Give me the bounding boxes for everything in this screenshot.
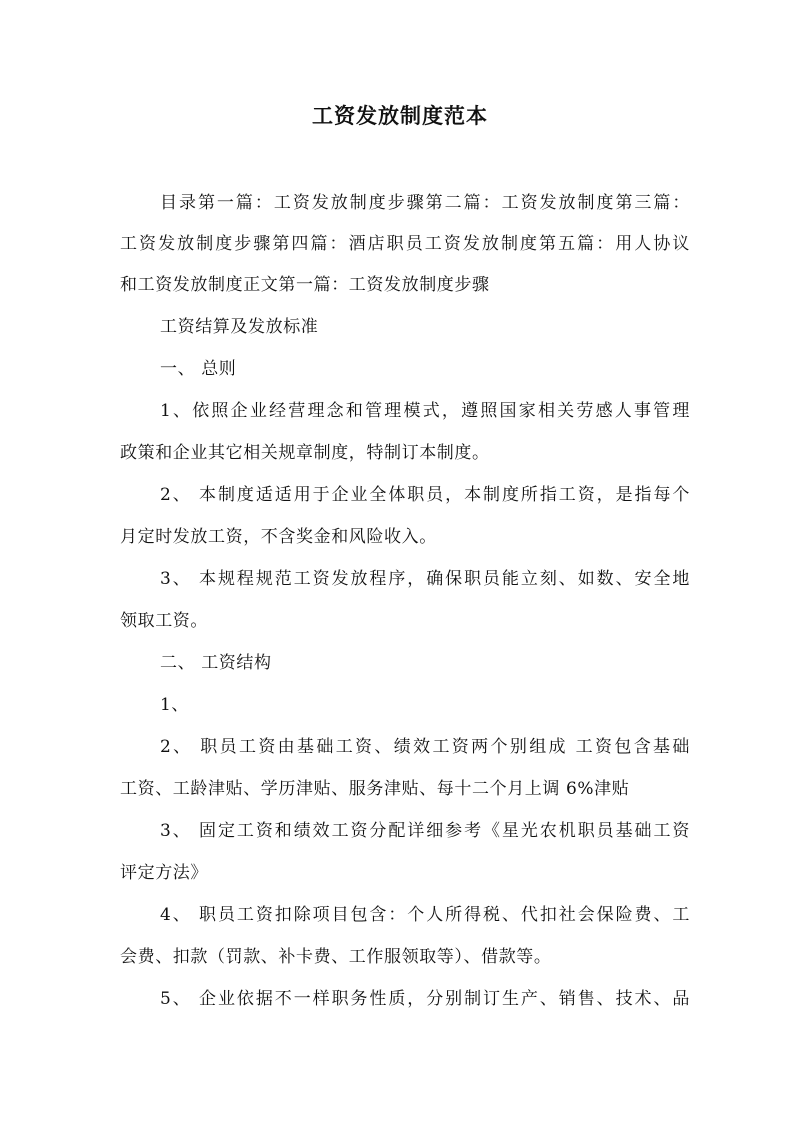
- paragraph-2-line-2: 月定时发放工资，不含奖金和风险收入。: [120, 527, 437, 547]
- paragraph-3-line-1: 3、 本规程规范工资发放程序，确保职员能立刻、如数、安全地: [160, 569, 690, 589]
- structure-item-3-line-2: 评定方法》: [120, 863, 208, 883]
- toc-line-1: 目录第一篇：工资发放制度步骤第二篇：工资发放制度第三篇：: [160, 193, 690, 213]
- structure-item-2-line-1: 2、 职员工资由基础工资、绩效工资两个别组成 工资包含基础: [160, 737, 690, 757]
- structure-item-4-line-1: 4、 职员工资扣除项目包含：个人所得税、代扣社会保险费、工: [160, 905, 690, 925]
- section-heading-general: 一、 总则: [160, 359, 237, 379]
- paragraph-3-line-2: 领取工资。: [120, 611, 208, 631]
- document-title: 工资发放制度范本: [312, 103, 488, 128]
- toc-line-2: 工资发放制度步骤第四篇：酒店职员工资发放制度第五篇：用人协议: [120, 234, 690, 254]
- structure-item-4-line-2: 会费、扣款（罚款、补卡费、工作服领取等）、借款等。: [120, 947, 552, 967]
- paragraph-2-line-1: 2、 本制度适适用于企业全体职员，本制度所指工资，是指每个: [160, 485, 690, 505]
- structure-item-1: 1、: [160, 695, 190, 715]
- paragraph-1-line-2: 政策和企业其它相关规章制度，特制订本制度。: [120, 443, 490, 463]
- structure-item-2-line-2: 工资、工龄津贴、学历津贴、服务津贴、每十二个月上调 6%津贴: [120, 779, 630, 799]
- structure-item-5-line-1: 5、 企业依据不一样职务性质，分别制订生产、销售、技术、品: [160, 989, 690, 1009]
- structure-item-3-line-1: 3、 固定工资和绩效工资分配详细参考《星光农机职员基础工资: [160, 821, 690, 841]
- toc-line-3: 和工资发放制度正文第一篇：工资发放制度步骤: [120, 275, 490, 295]
- section-heading-settlement: 工资结算及发放标准: [160, 317, 319, 337]
- paragraph-1-line-1: 1、依照企业经营理念和管理模式，遵照国家相关劳感人事管理: [160, 401, 690, 421]
- section-heading-structure: 二、 工资结构: [160, 653, 272, 673]
